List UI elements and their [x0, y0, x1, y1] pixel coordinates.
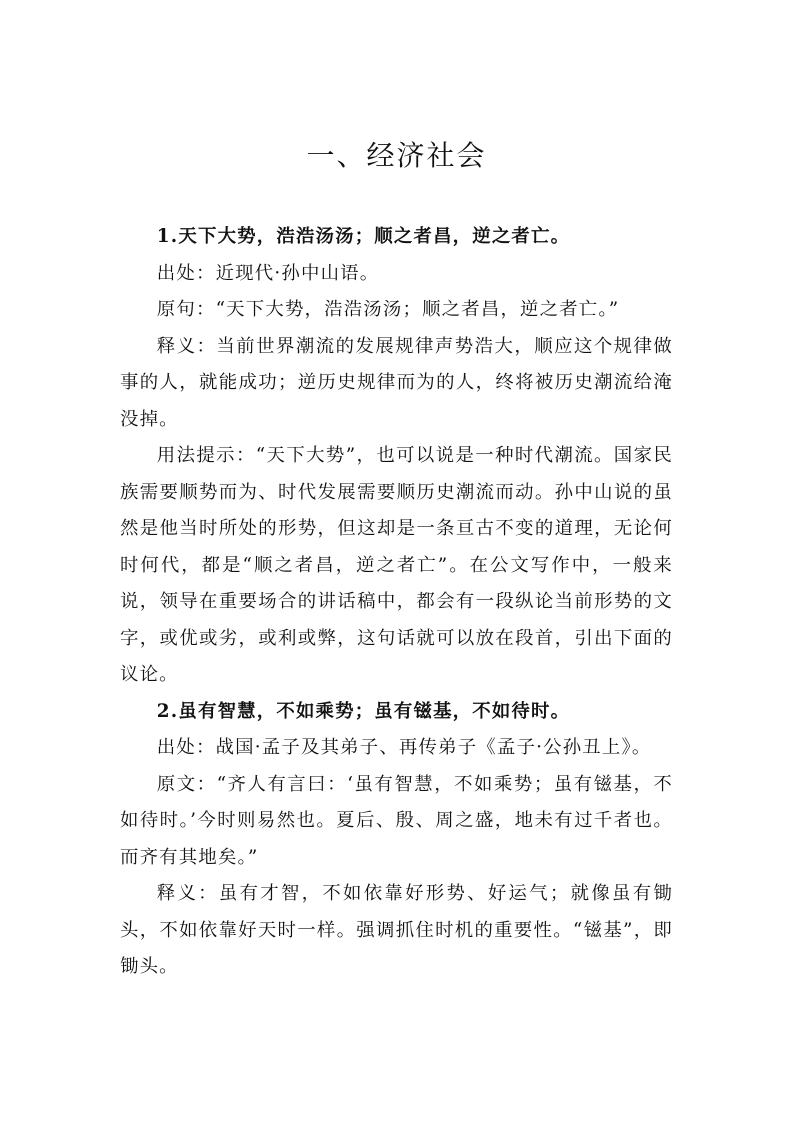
document-body [120, 219, 673, 986]
entry-2-original: 原文：“齐人有言曰：‘虽有智慧，不如乘势；虽有镃基，不如待时。’今时则易然也。夏后、殷、周之盛，地未有过千者也。而齐有其地矣。” [120, 773, 673, 868]
entry-1-source: 出处：近现代·孙中山语。 [156, 262, 380, 284]
page-title: 一、经济社会 [306, 139, 487, 172]
entry-1-original: 原句：“天下大势，浩浩汤汤；顺之者昌，逆之者亡。” [156, 299, 620, 320]
entry-2-heading: 2.虽有智慧，不如乘势；虽有镃基，不如待时。 [156, 700, 571, 722]
entry-1-heading: 1.天下大势，浩浩汤汤；顺之者昌，逆之者亡。 [156, 226, 571, 247]
entry-1-usage: 用法提示：“天下大势”，也可以说是一种时代潮流。国家民族需要顺势而为、时代发展需要顺历史潮流而动。孙中山说的虽然是他当时所处的形势，但这却是一条亘古不变的道理，无论何时何代，都是“顺之者昌，逆之者亡”。在公文写作中，一般来说，领导在重要场合的讲话稿中，都会有一段纵论当前形势的文字，或优或劣，或利或弊，这句话就可以放在段首，引出下面的议论。 [120, 445, 673, 685]
entry-1-meaning: 释义：当前世界潮流的发展规律声势浩大，顺应这个规律做事的人，就能成功；逆历史规律而为的人，终将被历史潮流给淹没掉。 [120, 335, 673, 430]
entry-2-meaning: 释义：虽有才智，不如依靠好形势、好运气；就像虽有锄头，不如依靠好天时一样。强调抓住时机的重要性。“镃基”，即锄头。 [120, 883, 673, 977]
entry-2-source: 出处：战国·孟子及其弟子、再传弟子《孟子·公孙丑上》。 [156, 737, 652, 758]
